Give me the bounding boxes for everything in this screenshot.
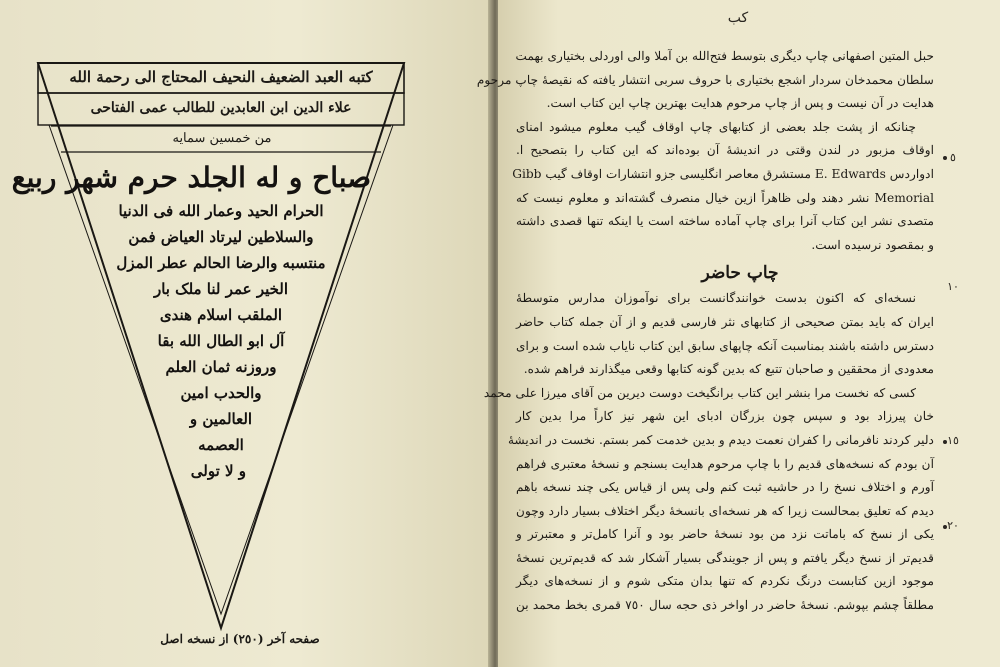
text-line: هدایت در آن نیست و پس از چاپ مرحوم هدایت بهترین چاپ این کتاب است. xyxy=(546,96,934,111)
text-line: معدودی از محققین و صاحبان تتبع که بدین گونه کتابها وقعی میگذارند فراهم شده. xyxy=(523,362,934,377)
manuscript-band-3: من خمسین سمایه xyxy=(172,131,272,146)
manuscript-line: العالمین و xyxy=(189,410,253,428)
text-line: حبل المتین اصفهانی چاپ دیگری بتوسط فتح‌الله بن آملا والی اوردلی بختیاری بهمت xyxy=(515,49,934,63)
manuscript-line: صباح و له الجلد حرم شهر ربیع xyxy=(11,161,371,194)
text-line: اوقاف مزبور در لندن وقتی در اندیشهٔ آن بوده‌اند که این کتاب را بتصحیح ا. xyxy=(516,143,934,158)
line-number: ٥ xyxy=(950,151,956,164)
text-line: سلطان محمدخان سردار اشجع بختیاری با حروف سربی انتشار یافته که نقیصهٔ چاپ مرحوم xyxy=(476,72,934,87)
page-number: کب xyxy=(727,10,749,26)
manuscript-band-2: علاء الدین ابن العابدین للطالب عمی الفتاحی xyxy=(90,100,352,116)
line-number: ١٥ xyxy=(947,434,959,447)
manuscript-facsimile xyxy=(11,62,405,630)
text-line: کسی که نخست مرا بنشر این کتاب برانگیخت دوست دیرین من آقای میرزا علی محمد xyxy=(483,385,916,400)
manuscript-line: العصمه xyxy=(198,436,244,454)
text-line: ادواردس E. Edwards مستشرق معاصر انگلیسی جزو انتشارات اوقاف گیب Gibb xyxy=(512,166,934,181)
text-line: متصدی نشر این کتاب آنرا برای چاپ آماده ساخته است یا اینکه تنها قصدی داشته xyxy=(516,214,934,229)
text-line: دلیر کردند نافرمانی را کفران نعمت دیدم و بدین خدمت کمر بستم. نخست در اندیشهٔ xyxy=(508,432,934,447)
manuscript-line: منتسبه والرضا الحالم عطر المزل xyxy=(116,254,326,272)
text-line: آورم و اختلاف نسخ را در حاشیه ثبت کنم ولی پس از قیاس یکی چند نسخه باهم xyxy=(516,480,934,495)
manuscript-line: و لا تولی xyxy=(190,462,246,480)
manuscript-line: الحرام الحید وعمار الله فی الدنیا xyxy=(118,202,324,220)
manuscript-line: الملقب اسلام هندی xyxy=(159,306,283,324)
text-line: مطلقاً چشم بپوشم. نسخهٔ حاضر در اواخر ذی حجه سال ٧٥٠ قمری بخط محمد بن xyxy=(516,598,934,613)
manuscript-body xyxy=(11,158,377,484)
text-line: یکی از نسخ که باماتت نزد من بود نسخهٔ حاضر بود و آنرا کامل‌تر و معتبرتر و xyxy=(516,527,934,542)
text-line: قدیم‌تر از نسخ دیگر یافتم و پس از جویندگی بسیار آشکار شد که قدیم‌ترین نسخهٔ xyxy=(516,550,934,565)
line-number: ١٠ xyxy=(947,280,959,293)
right-page-text xyxy=(476,45,934,618)
manuscript-line: والسلاطین لیرتاد العیاض فمن xyxy=(128,228,314,246)
text-line: ایران که باید بمتن صحیحی از کتابهای نثر فارسی قدیم و از آن جمله کتاب حاضر xyxy=(516,314,934,329)
text-line: خان پیرزاد بود و سپس چون بزرگان ادبای این شهر نیز کاراً مرا بدین کار xyxy=(516,409,934,424)
left-page xyxy=(0,0,492,667)
manuscript-line: وروزنه ثمان العلم xyxy=(165,358,277,376)
manuscript-line: الخیر عمر لنا ملک بار xyxy=(153,280,289,298)
text-line: دیدم که تعلیق بمحالست زیرا که هر نسخه‌ای بانسخهٔ دیگر اختلاف بسیار دارد وچون xyxy=(516,503,934,518)
text-line: Memorial نشر دهند ولی ظاهراً ازین خیال منصرف گشته‌اند و معلوم نیست که xyxy=(516,190,934,205)
section-heading: چاپ حاضر xyxy=(701,263,779,283)
line-number: ٢٠ xyxy=(947,519,959,532)
facsimile-caption: صفحه آخر (٢٥٠) از نسخه اصل xyxy=(160,632,320,646)
text-line: موجود ازین کتابست درنگ نکردم که تنها بدان متکی شوم و از نسخه‌های دیگر xyxy=(516,574,934,589)
text-line: نسخه‌ای که اکنون بدست خوانندگانست برای نوآموزان مدارس متوسطهٔ xyxy=(516,291,916,306)
manuscript-band-1: کتبه العبد الضعیف النحیف المحتاج الی رحمة الله xyxy=(69,68,373,86)
manuscript-line: آل ابو الطال الله بقا xyxy=(157,332,285,350)
manuscript-line: والحدب امین xyxy=(180,384,262,402)
text-line: و بمقصود نرسیده است. xyxy=(811,237,934,252)
text-line: دسترس داشته باشند بمناسبت آنکه چاپهای سابق این کتاب نایاب شده است و برای xyxy=(516,338,934,353)
text-line: آن بودم که نسخه‌های قدیم را با چاپ مرحوم هدایت بسنجم و نسخهٔ معتبری فراهم xyxy=(516,456,934,471)
text-line: چنانکه از پشت جلد بعضی از کتابهای چاپ اوقاف گیب معلوم میشود امنای xyxy=(516,119,916,134)
